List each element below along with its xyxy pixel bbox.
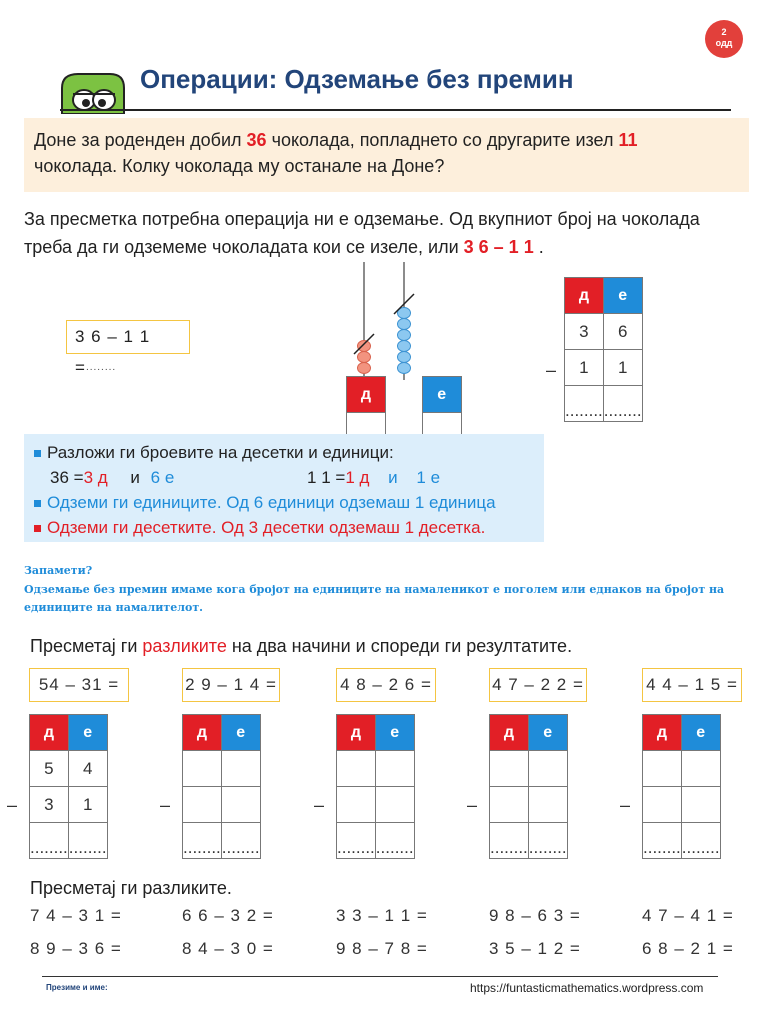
- answer-blank[interactable]: ........: [681, 823, 720, 859]
- abacus-bead: [358, 363, 371, 374]
- ones-beads: [398, 308, 411, 374]
- decomp-and: и: [130, 468, 140, 487]
- minus-sign: –: [467, 795, 478, 815]
- footer-divider: [42, 976, 718, 977]
- place-value-table: [489, 714, 568, 859]
- badge-grade: одд: [715, 38, 733, 48]
- equation-expression: 3 6 – 1 1 =: [75, 327, 151, 377]
- table-cell[interactable]: [221, 751, 260, 787]
- decomp-number: 36 =: [50, 468, 84, 487]
- table-cell: 6: [603, 314, 642, 350]
- abacus-bead: [358, 341, 371, 352]
- table-cell: 3: [565, 314, 604, 350]
- minus-sign: –: [314, 795, 325, 815]
- table-cell[interactable]: [643, 751, 682, 787]
- decomp-number: 1 1 =: [307, 468, 346, 487]
- abacus-illustration: [340, 262, 430, 380]
- ones-header: е: [681, 715, 720, 751]
- exercise-item: 6 8 – 2 1 =: [642, 939, 734, 958]
- ones-header: е: [221, 715, 260, 751]
- problem-expression: 4 7 – 2 2 =: [489, 668, 587, 702]
- ones-header: е: [528, 715, 567, 751]
- minus-sign: –: [620, 795, 631, 815]
- exercise-item: 8 9 – 3 6 =: [30, 939, 122, 958]
- problem-number-11: 11: [618, 130, 638, 150]
- ones-header: е: [375, 715, 414, 751]
- table-cell[interactable]: 3: [30, 787, 69, 823]
- problem-expression: 4 8 – 2 6 =: [336, 668, 436, 702]
- table-cell[interactable]: [183, 787, 222, 823]
- table-cell[interactable]: [375, 751, 414, 787]
- place-value-table: [182, 714, 261, 859]
- tens-header: д: [565, 278, 604, 314]
- problem-question: . Колку чоколада му останале на Доне?: [112, 156, 445, 176]
- table-cell[interactable]: [528, 751, 567, 787]
- place-value-table: [336, 714, 415, 859]
- answer-blank[interactable]: ........: [30, 823, 69, 859]
- answer-blank[interactable]: ........: [603, 386, 642, 422]
- table-cell[interactable]: [490, 787, 529, 823]
- exercise-item: 8 4 – 3 0 =: [182, 939, 274, 958]
- decomp-tens: 3 д: [83, 468, 108, 487]
- answer-blank[interactable]: ........: [375, 823, 414, 859]
- bullet-icon: [34, 500, 41, 507]
- exercise-item: 7 4 – 3 1 =: [30, 906, 122, 925]
- table-cell[interactable]: 5: [30, 751, 69, 787]
- exercise-item: 4 7 – 4 1 =: [642, 906, 734, 925]
- table-cell[interactable]: [681, 787, 720, 823]
- task-text: на два начини и спореди ги резултатите.: [226, 636, 573, 656]
- bullet-icon: [34, 450, 41, 457]
- step-text: Одземи ги десетките. Од 3 десетки одземаш 1 десетка.: [47, 518, 486, 537]
- decomp-tens: 1 д: [345, 468, 370, 487]
- table-cell[interactable]: [490, 751, 529, 787]
- intro-end: .: [533, 237, 544, 257]
- problem-text: чоколада, попладнето со другарите изел: [266, 130, 619, 150]
- decomp-ones: 6 е: [150, 468, 175, 487]
- answer-blank[interactable]: ........: [85, 362, 117, 373]
- answer-blank[interactable]: ........: [183, 823, 222, 859]
- step-3: [34, 515, 534, 540]
- minus-sign: –: [7, 795, 18, 815]
- intro-line: треба да ги одземеме чоколадата кои се изеле, или: [24, 237, 464, 257]
- problem-text: чоколада: [34, 156, 113, 176]
- main-equation: [66, 320, 190, 377]
- abacus-tens-label: д: [347, 377, 386, 413]
- answer-blank[interactable]: ........: [337, 823, 376, 859]
- ones-header: е: [68, 715, 107, 751]
- table-cell[interactable]: [183, 751, 222, 787]
- step-text: Разложи ги броевите на десетки и единици:: [47, 443, 394, 462]
- steps-box: [24, 434, 544, 542]
- page-title: Операции: Одземање без премин: [140, 64, 574, 94]
- exercise-item: 3 5 – 1 2 =: [489, 939, 581, 958]
- table-cell[interactable]: [643, 787, 682, 823]
- ones-header: е: [603, 278, 642, 314]
- abacus-bead: [398, 341, 411, 352]
- task2-instruction: Пресметај ги разликите.: [30, 878, 232, 898]
- tens-header: д: [30, 715, 69, 751]
- tens-header: д: [337, 715, 376, 751]
- problem-expression: 4 4 – 1 5 =: [642, 668, 742, 702]
- answer-blank[interactable]: ........: [68, 823, 107, 859]
- grade-badge: [705, 20, 743, 58]
- table-cell[interactable]: 4: [68, 751, 107, 787]
- table-cell[interactable]: [221, 787, 260, 823]
- abacus-bead: [398, 363, 411, 374]
- place-value-table: [29, 714, 108, 859]
- abacus-bead: [398, 319, 411, 330]
- decomposition-row: [34, 465, 534, 490]
- decomp-ones: 1 е: [416, 468, 441, 487]
- tens-beads: [358, 341, 371, 374]
- intro-expression: 3 6 – 1 1: [463, 237, 534, 257]
- tens-header: д: [490, 715, 529, 751]
- problem-text: Доне за роденден добил: [34, 130, 247, 150]
- problem-number-36: 36: [246, 130, 267, 150]
- abacus-bead: [398, 352, 411, 363]
- exercise-item: 9 8 – 6 3 =: [489, 906, 581, 925]
- bullet-icon: [34, 525, 41, 532]
- table-cell[interactable]: 1: [68, 787, 107, 823]
- problem-expression: 2 9 – 1 4 =: [182, 668, 280, 702]
- answer-blank[interactable]: ........: [490, 823, 529, 859]
- step-1: [34, 440, 534, 465]
- remember-text: Одземање без премин имаме кога бројот на единиците на намаленикот е поголем или еднаков на бројот на единиците на намалителот.: [24, 583, 725, 614]
- minus-sign: –: [546, 360, 557, 380]
- mascot-icon: [58, 70, 128, 114]
- abacus-ones-label: е: [422, 377, 461, 413]
- word-problem: [24, 118, 749, 192]
- footer-url[interactable]: https://funtasticmathematics.wordpress.com: [470, 981, 704, 995]
- tens-header: д: [183, 715, 222, 751]
- table-cell[interactable]: [337, 787, 376, 823]
- abacus-bead: [398, 330, 411, 341]
- problem-expression: 54 – 31 =: [29, 668, 129, 702]
- task-highlight: разликите: [142, 636, 227, 656]
- badge-number: 2: [721, 27, 727, 37]
- exercise-item: 9 8 – 7 8 =: [336, 939, 428, 958]
- intro-line: За пресметка потребна операција ни е одземање. Од вкупниот број на чоколада: [24, 209, 700, 229]
- answer-blank[interactable]: ........: [221, 823, 260, 859]
- answer-blank[interactable]: ........: [643, 823, 682, 859]
- abacus-bead: [358, 352, 371, 363]
- place-value-table: [642, 714, 721, 859]
- table-cell: 1: [565, 350, 604, 386]
- table-cell[interactable]: [681, 751, 720, 787]
- answer-blank[interactable]: ........: [565, 386, 604, 422]
- tens-header: д: [643, 715, 682, 751]
- decomp-and: и: [388, 468, 398, 487]
- answer-blank[interactable]: ........: [528, 823, 567, 859]
- table-cell[interactable]: [337, 751, 376, 787]
- intro-text: [24, 205, 764, 261]
- task-instruction: [30, 636, 572, 657]
- title-divider: [60, 109, 731, 111]
- remember-heading: Запамети?: [24, 564, 93, 577]
- name-label: Презиме и име:: [46, 983, 108, 992]
- step-text: Одземи ги единиците. Од 6 единици одземаш 1 единица: [47, 493, 496, 512]
- minus-sign: –: [160, 795, 171, 815]
- table-cell[interactable]: [528, 787, 567, 823]
- place-value-table: [564, 277, 643, 422]
- task-text: Пресметај ги: [30, 636, 143, 656]
- step-2: [34, 490, 534, 515]
- table-cell[interactable]: [375, 787, 414, 823]
- exercise-item: 3 3 – 1 1 =: [336, 906, 428, 925]
- exercise-item: 6 6 – 3 2 =: [182, 906, 274, 925]
- table-cell: 1: [603, 350, 642, 386]
